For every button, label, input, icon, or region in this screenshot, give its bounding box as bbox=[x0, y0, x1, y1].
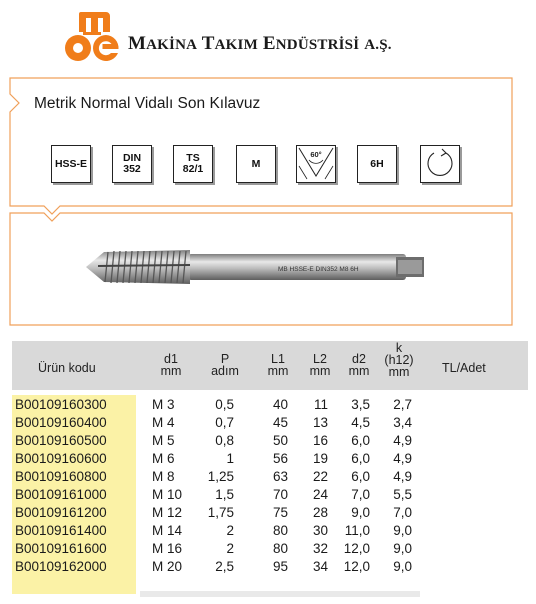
cell-code: B00109161000 bbox=[15, 487, 107, 502]
cell-d2: 6,0 bbox=[351, 451, 370, 466]
table-row bbox=[0, 522, 536, 540]
cell-d1: M 6 bbox=[152, 451, 175, 466]
cell-d1: M 20 bbox=[152, 559, 183, 574]
table-row bbox=[0, 468, 536, 486]
cell-k: 9,0 bbox=[393, 541, 412, 556]
cell-k: 4,9 bbox=[393, 451, 412, 466]
cell-l1: 63 bbox=[272, 469, 288, 484]
cell-code: B00109160500 bbox=[15, 433, 107, 448]
cell-d2: 4,5 bbox=[351, 415, 370, 430]
cell-l2: 32 bbox=[312, 541, 328, 556]
cell-k: 5,5 bbox=[393, 487, 412, 502]
table-row bbox=[0, 504, 536, 522]
ts-82-1-icon: TS 82/1 bbox=[173, 145, 213, 183]
cell-d1: M 16 bbox=[152, 541, 183, 556]
cell-k: 4,9 bbox=[393, 433, 412, 448]
product-title: Metrik Normal Vidalı Son Kılavuz bbox=[34, 95, 261, 112]
cell-code: B00109161400 bbox=[15, 523, 107, 538]
cell-l2: 13 bbox=[312, 415, 328, 430]
cell-l2: 16 bbox=[312, 433, 328, 448]
table-row bbox=[0, 432, 536, 450]
cell-code: B00109162000 bbox=[15, 559, 107, 574]
cell-d1: M 3 bbox=[152, 397, 175, 412]
cell-code: B00109161200 bbox=[15, 505, 107, 520]
table-row bbox=[0, 450, 536, 468]
company-name: MAKİNA TAKIM ENDÜSTRİSİ A.Ş. bbox=[128, 33, 392, 54]
tap-tool-image bbox=[78, 236, 438, 306]
din-352-icon: DIN 352 bbox=[112, 145, 152, 183]
cell-l2: 30 bbox=[312, 523, 328, 538]
hss-e-icon: HSS-E bbox=[51, 145, 91, 183]
cell-p: 0,7 bbox=[215, 415, 234, 430]
cell-d2: 6,0 bbox=[351, 433, 370, 448]
cell-l1: 95 bbox=[272, 559, 288, 574]
cell-l2: 24 bbox=[312, 487, 328, 502]
table-footer-strip bbox=[140, 591, 420, 597]
cell-d2: 7,0 bbox=[351, 487, 370, 502]
cell-p: 2 bbox=[226, 541, 234, 556]
cell-p: 0,8 bbox=[215, 433, 234, 448]
cell-k: 2,7 bbox=[393, 397, 412, 412]
cell-d1: M 14 bbox=[152, 523, 183, 538]
cell-l1: 40 bbox=[272, 397, 288, 412]
cell-l1: 80 bbox=[272, 541, 288, 556]
col-header-code: Ürün kodu bbox=[38, 361, 96, 375]
col-header-k: k (h12) mm bbox=[384, 341, 414, 379]
cell-l2: 22 bbox=[312, 469, 328, 484]
cell-code: B00109160300 bbox=[15, 397, 107, 412]
cell-d2: 11,0 bbox=[344, 523, 370, 538]
cell-d1: M 4 bbox=[152, 415, 175, 430]
cell-l2: 34 bbox=[312, 559, 328, 574]
table-row bbox=[0, 414, 536, 432]
cell-l1: 56 bbox=[272, 451, 288, 466]
cell-k: 9,0 bbox=[393, 523, 412, 538]
cell-d2: 12,0 bbox=[343, 541, 370, 556]
table-row bbox=[0, 558, 536, 576]
cell-d2: 6,0 bbox=[351, 469, 370, 484]
right-hand-rotation-icon bbox=[420, 145, 460, 183]
cell-d1: M 8 bbox=[152, 469, 175, 484]
cell-d2: 9,0 bbox=[351, 505, 370, 520]
cell-p: 1,75 bbox=[207, 505, 234, 520]
thread-angle-60-icon bbox=[296, 145, 336, 183]
cell-d2: 3,5 bbox=[351, 397, 370, 412]
cell-p: 0,5 bbox=[215, 397, 234, 412]
cell-p: 1,5 bbox=[215, 487, 234, 502]
cell-code: B00109160400 bbox=[15, 415, 107, 430]
cell-d2: 12,0 bbox=[343, 559, 370, 574]
cell-k: 9,0 bbox=[393, 559, 412, 574]
cell-k: 7,0 bbox=[393, 505, 412, 520]
cell-l1: 45 bbox=[272, 415, 288, 430]
cell-p: 2,5 bbox=[215, 559, 234, 574]
cell-k: 3,4 bbox=[393, 415, 412, 430]
cell-code: B00109160600 bbox=[15, 451, 107, 466]
cell-d1: M 12 bbox=[152, 505, 183, 520]
cell-l2: 28 bbox=[312, 505, 328, 520]
cell-k: 4,9 bbox=[393, 469, 412, 484]
cell-p: 1,25 bbox=[207, 469, 234, 484]
col-header-p: P adım bbox=[211, 352, 239, 378]
cell-d1: M 5 bbox=[152, 433, 175, 448]
cell-l1: 75 bbox=[272, 505, 288, 520]
tolerance-6h-icon: 6H bbox=[357, 145, 397, 183]
cell-l1: 80 bbox=[272, 523, 288, 538]
cell-l2: 11 bbox=[313, 397, 328, 412]
col-header-l1: L1 mm bbox=[267, 352, 289, 378]
svg-text:60°: 60° bbox=[310, 150, 322, 159]
cell-l1: 70 bbox=[272, 487, 288, 502]
svg-text:MB HSSE-E DIN352 M8 6H: MB HSSE-E DIN352 M8 6H bbox=[278, 266, 359, 273]
col-header-l2: L2 mm bbox=[309, 352, 331, 378]
cell-code: B00109161600 bbox=[15, 541, 107, 556]
col-header-price: TL/Adet bbox=[442, 361, 486, 375]
cell-code: B00109160800 bbox=[15, 469, 107, 484]
cell-d1: M 10 bbox=[152, 487, 183, 502]
col-header-d1: d1 mm bbox=[160, 352, 182, 378]
cell-p: 2 bbox=[226, 523, 234, 538]
table-row bbox=[0, 540, 536, 558]
metric-icon: M bbox=[236, 145, 276, 183]
table-row bbox=[0, 486, 536, 504]
cell-l1: 50 bbox=[272, 433, 288, 448]
cell-l2: 19 bbox=[312, 451, 328, 466]
col-header-d2: d2 mm bbox=[348, 352, 370, 378]
table-row bbox=[0, 396, 536, 414]
cell-p: 1 bbox=[226, 451, 234, 466]
